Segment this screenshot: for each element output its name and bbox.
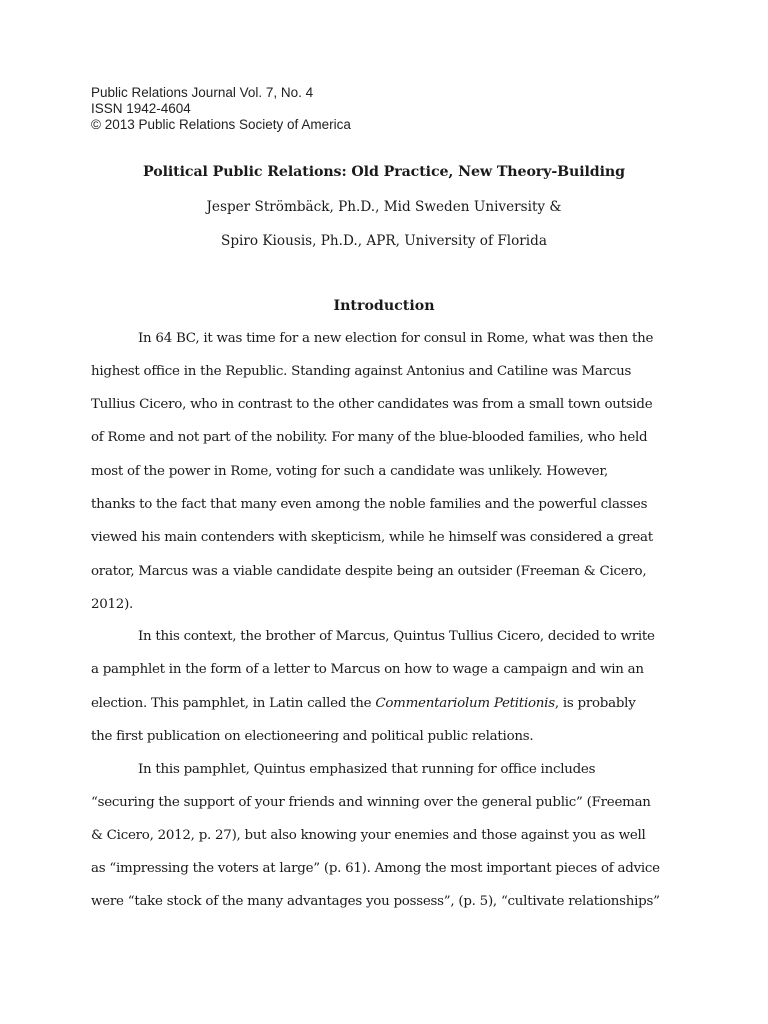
author-line-1: Jesper Strömbäck, Ph.D., Mid Sweden University & xyxy=(206,199,562,215)
paragraph-3-line: were “take stock of the many advantages you possess”, (p. 5), “cultivate relationships” xyxy=(91,894,660,909)
paragraph-1-line: most of the power in Rome, voting for such a candidate was unlikely. However, xyxy=(91,464,609,479)
journal-copyright: © 2013 Public Relations Society of America xyxy=(91,117,351,132)
paragraph-1-line: of Rome and not part of the nobility. For many of the blue-blooded families, who held xyxy=(91,430,648,445)
paragraph-3-line: In this pamphlet, Quintus emphasized that running for office includes xyxy=(138,762,596,777)
paragraph-1-line: 2012). xyxy=(91,597,134,612)
section-heading: Introduction xyxy=(333,298,435,314)
paragraph-2-line: In this context, the brother of Marcus, Quintus Tullius Cicero, decided to write xyxy=(138,629,655,644)
paragraph-2-line xyxy=(91,696,636,711)
journal-citation: Public Relations Journal Vol. 7, No. 4 xyxy=(91,85,314,100)
paragraph-1-line: highest office in the Republic. Standing against Antonius and Catiline was Marcus xyxy=(91,364,632,379)
latin-title: Commentariolum Petitionis xyxy=(375,696,555,711)
paragraph-1-line: Tullius Cicero, who in contrast to the other candidates was from a small town outside xyxy=(91,397,653,412)
article-title: Political Public Relations: Old Practice, New Theory-Building xyxy=(143,164,625,180)
journal-issn: ISSN 1942-4604 xyxy=(91,101,191,116)
paragraph-2-line: a pamphlet in the form of a letter to Marcus on how to wage a campaign and win an xyxy=(91,662,644,677)
paragraph-3-line: “securing the support of your friends and winning over the general public” (Freeman xyxy=(91,795,651,810)
text-run: , is probably xyxy=(554,696,636,711)
paragraph-2-line: the first publication on electioneering and political public relations. xyxy=(91,729,534,744)
paragraph-1-line: thanks to the fact that many even among the noble families and the powerful classes xyxy=(91,497,648,512)
paragraph-1-line: In 64 BC, it was time for a new election for consul in Rome, what was then the xyxy=(138,331,654,346)
journal-masthead xyxy=(91,85,351,133)
paragraph-3-line: as “impressing the voters at large” (p. 61). Among the most important pieces of advice xyxy=(91,861,660,876)
paragraph-1-line: orator, Marcus was a viable candidate despite being an outsider (Freeman & Cicero, xyxy=(91,564,647,579)
paragraph-3-line: & Cicero, 2012, p. 27), but also knowing your enemies and those against you as well xyxy=(91,828,646,843)
text-run: election. This pamphlet, in Latin called the xyxy=(91,696,376,711)
author-line-2: Spiro Kiousis, Ph.D., APR, University of Florida xyxy=(221,233,547,249)
paragraph-1-line: viewed his main contenders with skepticism, while he himself was considered a great xyxy=(91,530,653,545)
